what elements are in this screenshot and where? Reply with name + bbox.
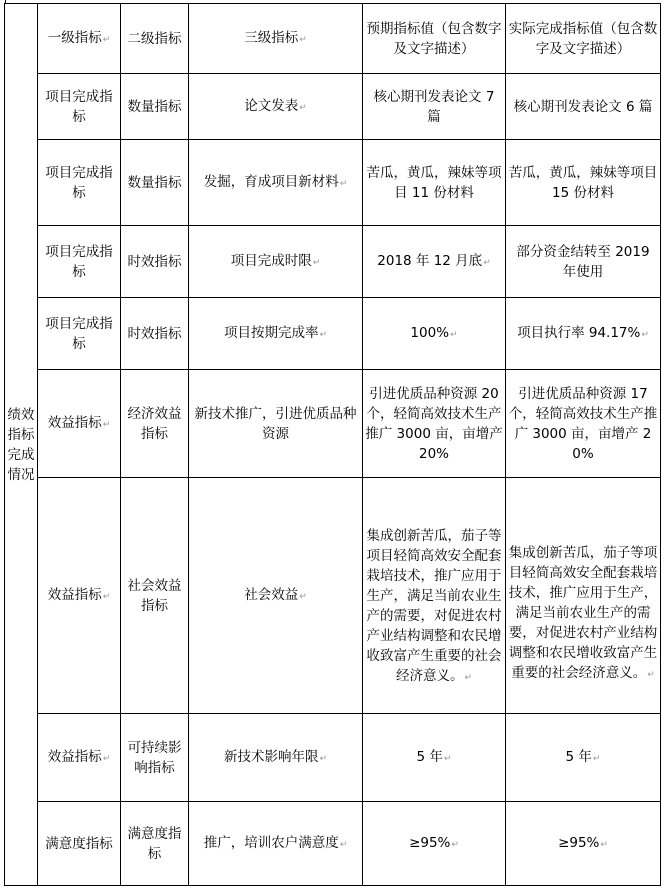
expected-cell: ≥95%↵	[363, 802, 506, 886]
level2-cell: 社会效益指标	[121, 478, 189, 714]
table-row	[5, 714, 661, 802]
expected-cell: 2018 年 12 月底↵	[363, 226, 506, 298]
table-row	[5, 370, 661, 478]
level2-cell: 数量指标	[121, 140, 189, 226]
level1-cell: 效益指标↵	[38, 478, 121, 714]
level1-cell: 效益指标↵	[38, 370, 121, 478]
expected-cell: 集成创新苦瓜，茄子等项目轻简高效安全配套栽培技术，推广应用于生产，满足当前农业生产的需要，对促进农村产业结构调整和农民增收致富产生重要的社会经济意义。↵	[363, 478, 506, 714]
table-row	[5, 226, 661, 298]
level3-cell: 社会效益↵	[189, 478, 363, 714]
level2-cell: 数量指标	[121, 74, 189, 140]
table-row	[5, 140, 661, 226]
group-label: 绩效指标完成情况	[7, 406, 35, 483]
expected-cell: 100%↵	[363, 298, 506, 370]
expected-cell: 5 年↵	[363, 714, 506, 802]
level2-cell: 时效指标	[121, 226, 189, 298]
level3-cell: 新技术推广，引进优质品种资源	[189, 370, 363, 478]
level1-cell: 项目完成指标	[38, 226, 121, 298]
level3-cell: 项目按期完成率↵	[189, 298, 363, 370]
level2-cell: 满意度指标	[121, 802, 189, 886]
expected-cell: 苦瓜，黄瓜，辣妹等项目 11 份材料	[363, 140, 506, 226]
header-cell: 预期指标值（包含数字及文字描述）	[363, 4, 506, 74]
performance-indicator-table	[4, 3, 661, 886]
actual-cell: 5 年↵	[506, 714, 661, 802]
level1-cell: 项目完成指标	[38, 298, 121, 370]
header-cell: 一级指标↵	[38, 4, 121, 74]
table-row	[5, 74, 661, 140]
level3-cell: 发掘，育成项目新材料↵	[189, 140, 363, 226]
table-row	[5, 298, 661, 370]
level1-cell: 项目完成指标	[38, 140, 121, 226]
table-header-row	[5, 4, 661, 74]
header-cell: 二级指标	[121, 4, 189, 74]
actual-cell: 部分资金结转至 2019 年使用	[506, 226, 661, 298]
level1-cell: 满意度指标	[38, 802, 121, 886]
level3-cell: 推广，培训农户满意度↵	[189, 802, 363, 886]
level2-cell: 时效指标	[121, 298, 189, 370]
table-row	[5, 478, 661, 714]
header-cell: 三级指标↵	[189, 4, 363, 74]
actual-cell: 项目执行率 94.17%↵	[506, 298, 661, 370]
level2-cell: 经济效益指标	[121, 370, 189, 478]
level2-cell: 可持续影响指标	[121, 714, 189, 802]
level1-cell: 项目完成指标	[38, 74, 121, 140]
expected-cell: 核心期刊发表论文 7 篇	[363, 74, 506, 140]
level1-cell: 效益指标↵	[38, 714, 121, 802]
level3-cell: 新技术影响年限↵	[189, 714, 363, 802]
table-row	[5, 802, 661, 886]
actual-cell: ≥95%↵	[506, 802, 661, 886]
expected-cell: 引进优质品种资源 20 个，轻简高效技术生产推广 3000 亩，亩增产 20%	[363, 370, 506, 478]
actual-cell: 集成创新苦瓜，茄子等项目轻简高效安全配套栽培技术，推广应用于生产，满足当前农业生产的需要，对促进农村产业结构调整和农民增收致富产生重要的社会经济意义。↵	[506, 478, 661, 714]
actual-cell: 核心期刊发表论文 6 篇	[506, 74, 661, 140]
level3-cell: 项目完成时限↵	[189, 226, 363, 298]
header-cell: 实际完成指标值（包含数字及文字描述）	[506, 4, 661, 74]
actual-cell: 引进优质品种资源 17 个，轻简高效技术生产推广 3000 亩，亩增产 20%	[506, 370, 661, 478]
actual-cell: 苦瓜，黄瓜，辣妹等项目 15 份材料	[506, 140, 661, 226]
group-label-cell	[5, 4, 38, 886]
level3-cell: 论文发表↵	[189, 74, 363, 140]
